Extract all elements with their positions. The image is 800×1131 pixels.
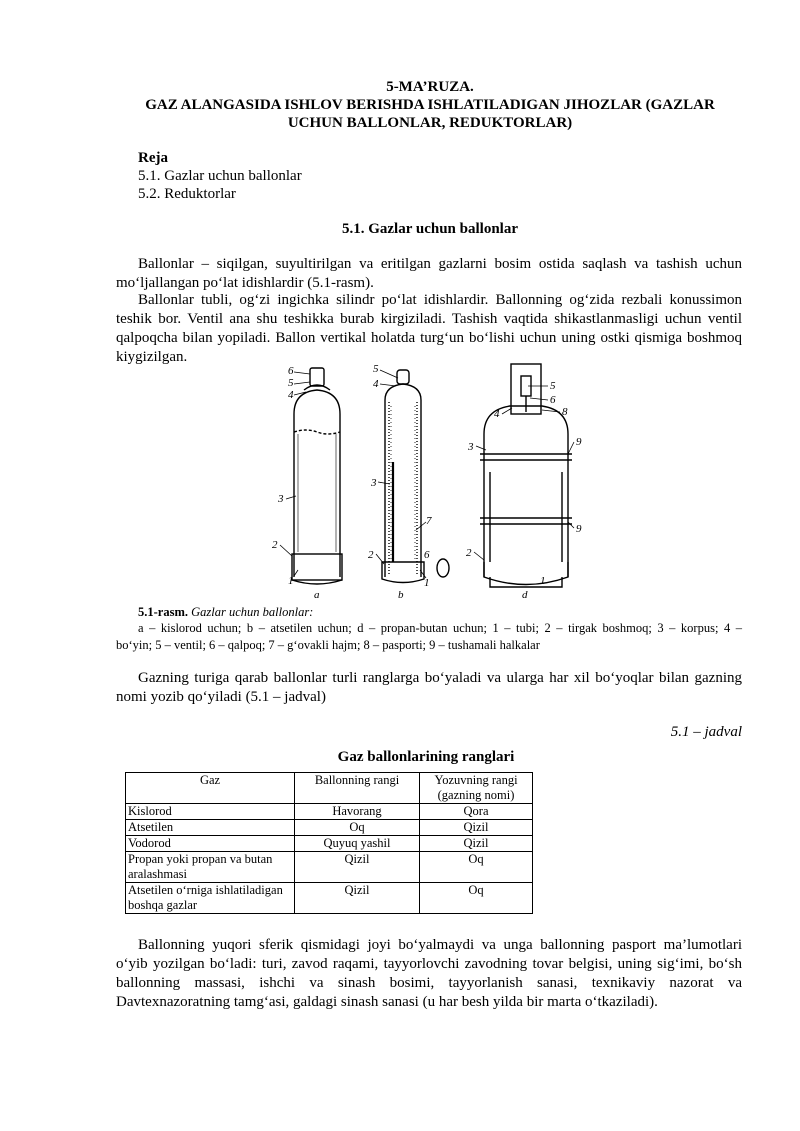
table-cell: Qora bbox=[420, 804, 533, 820]
gas-colors-table bbox=[125, 772, 533, 914]
table-cell: Oq bbox=[420, 852, 533, 883]
fig-d-caption: d bbox=[522, 589, 528, 601]
table-row bbox=[126, 883, 533, 914]
paragraph-4-line: ballonning massasi, ishchi va sinash bosimi, tayyorlanish sanasi, texnikaviy nazorat va bbox=[116, 975, 742, 991]
section-title: 5.1. Gazlar uchun ballonlar bbox=[341, 221, 518, 237]
lecture-number: 5-MA’RUZA. bbox=[386, 79, 474, 95]
paragraph-2-line: Ballonlar tubli, og‘zi ingichka silindr po‘lat idishlardir. Ballonning og‘zida rezbali konussimon bbox=[138, 292, 742, 308]
table-row bbox=[126, 852, 533, 883]
table-row bbox=[126, 820, 533, 836]
paragraph-3-line: nomi yozib qo‘yiladi (5.1 – jadval) bbox=[116, 689, 326, 705]
table-row bbox=[126, 836, 533, 852]
table-cell: Oq bbox=[420, 883, 533, 914]
fig-a-label-3: 3 bbox=[278, 493, 284, 505]
paragraph-2-line: teshik bor. Ventil ana shu teshikka burab kirgiziladi. Tashish vaqtida shikastlanmasligi uchun ventil bbox=[116, 311, 742, 327]
title-line-2: UCHUN BALLONLAR, REDUKTORLAR) bbox=[287, 115, 573, 131]
figure-caption-name: Gazlar uchun ballonlar: bbox=[191, 605, 314, 619]
table-cell: Kislorod bbox=[126, 804, 295, 820]
fig-d-label-9-bottom: 9 bbox=[576, 523, 582, 535]
figure-caption-label: 5.1-rasm. bbox=[138, 605, 188, 619]
plan-heading: Reja bbox=[138, 150, 168, 166]
table-cell: Havorang bbox=[295, 804, 420, 820]
cylinder-d bbox=[480, 364, 572, 587]
table-header: Ballonning rangi bbox=[295, 773, 420, 804]
fig-b-label-5: 5 bbox=[373, 363, 379, 375]
fig-a-label-4: 4 bbox=[288, 389, 294, 401]
fig-d-label-3: 3 bbox=[468, 441, 474, 453]
fig-d-label-5: 5 bbox=[550, 380, 556, 392]
fig-a-label-6: 6 bbox=[288, 365, 294, 377]
fig-b-label-3: 3 bbox=[371, 477, 377, 489]
table-cell: Quyuq yashil bbox=[295, 836, 420, 852]
fig-a-label-1: 1 bbox=[288, 575, 294, 587]
paragraph-2-line: qalpoqcha bilan yopiladi. Ballon vertikal holatda turg‘un bo‘lishi uchun uning ostki qismiga boshmoq bbox=[116, 330, 742, 346]
table-cell: Qizil bbox=[420, 836, 533, 852]
fig-a-label-2: 2 bbox=[272, 539, 278, 551]
paragraph-3-line: Gazning turiga qarab ballonlar turli ranglarga bo‘yaladi va ularga har xil bo‘yoqlar bilan gazning bbox=[138, 670, 742, 686]
fig-b-caption: b bbox=[398, 589, 404, 601]
paragraph-4-line: o‘yib yozilgan bo‘ladi: turi, zavod raqami, tayyorlovchi zavodning tovar belgisi, uning sig‘imi, bo‘sh bbox=[116, 956, 742, 972]
paragraph-2 bbox=[116, 291, 742, 367]
title-line-1: GAZ ALANGASIDA ISHLOV BERISHDA ISHLATILADIGAN JIHOZLAR (GAZLAR bbox=[145, 97, 715, 113]
fig-b-label-7: 7 bbox=[426, 515, 432, 527]
table-cell: Propan yoki propan va butan aralashmasi bbox=[126, 852, 295, 883]
cylinder-a bbox=[292, 368, 342, 584]
fig-b-label-1: 1 bbox=[424, 577, 430, 589]
paragraph-4-line: Ballonning yuqori sferik qismidagi joyi bo‘yalmaydi va unga ballonning pasport ma’lumotlari bbox=[138, 937, 742, 953]
table-header-row bbox=[126, 773, 533, 804]
table-cell: Vodorod bbox=[126, 836, 295, 852]
table-cell: Atsetilen bbox=[126, 820, 295, 836]
fig-d-label-8: 8 bbox=[562, 406, 568, 418]
table-row bbox=[126, 804, 533, 820]
table-cell: Qizil bbox=[420, 820, 533, 836]
cylinder-b bbox=[382, 370, 449, 583]
table-number: 5.1 – jadval bbox=[670, 724, 742, 740]
table-header: Yozuvning rangi (gazning nomi) bbox=[420, 773, 533, 804]
cylinders-figure bbox=[258, 362, 588, 602]
figure-caption-title bbox=[138, 604, 313, 620]
fig-d-label-4: 4 bbox=[494, 408, 500, 420]
figure-caption-line-1: a – kislorod uchun; b – atsetilen uchun; d – propan-butan uchun; 1 – tubi; 2 – tirgak boshmoq; 3 – korpus; 4 – bbox=[138, 621, 742, 635]
fig-b-label-6: 6 bbox=[424, 549, 430, 561]
paragraph-4 bbox=[116, 936, 742, 1012]
fig-d-label-6: 6 bbox=[550, 394, 556, 406]
fig-b-label-2: 2 bbox=[368, 549, 374, 561]
fig-a-label-5: 5 bbox=[288, 377, 294, 389]
paragraph-4-line: Davtexnazoratning tamg‘asi, galdagi sinash sanasi (u har besh yilda bir marta o‘tkaziladi). bbox=[116, 994, 658, 1010]
table-header: Gaz bbox=[126, 773, 295, 804]
paragraph-3 bbox=[116, 669, 742, 707]
paragraph-1-line: Ballonlar – siqilgan, suyultirilgan va eritilgan gazlarni bosim ostida saqlash va tashish uchun bbox=[138, 256, 742, 272]
paragraph-1 bbox=[116, 255, 742, 293]
paragraph-1-line: mo‘ljallangan po‘lat idishlardir (5.1-rasm). bbox=[116, 275, 374, 291]
table-cell: Qizil bbox=[295, 852, 420, 883]
table-title: Gaz ballonlarining ranglari bbox=[337, 749, 515, 765]
figure-caption-line-2: bo‘yin; 5 – ventil; 6 – qalpoq; 7 – g‘ovakli hajm; 8 – pasporti; 9 – tushamali halkalar bbox=[116, 638, 540, 652]
table-cell: Oq bbox=[295, 820, 420, 836]
table-cell: Atsetilen o‘rniga ishlatiladigan boshqa gazlar bbox=[126, 883, 295, 914]
plan-item-2: 5.2. Reduktorlar bbox=[138, 186, 236, 202]
table-cell: Qizil bbox=[295, 883, 420, 914]
fig-d-label-9-top: 9 bbox=[576, 436, 582, 448]
fig-b-label-4: 4 bbox=[373, 378, 379, 390]
fig-d-label-1: 1 bbox=[540, 575, 546, 587]
fig-a-caption: a bbox=[314, 589, 320, 601]
plan-item-1: 5.1. Gazlar uchun ballonlar bbox=[138, 168, 302, 184]
paragraph-2-line: kiygizilgan. bbox=[116, 349, 188, 365]
fig-d-label-2: 2 bbox=[466, 547, 472, 559]
